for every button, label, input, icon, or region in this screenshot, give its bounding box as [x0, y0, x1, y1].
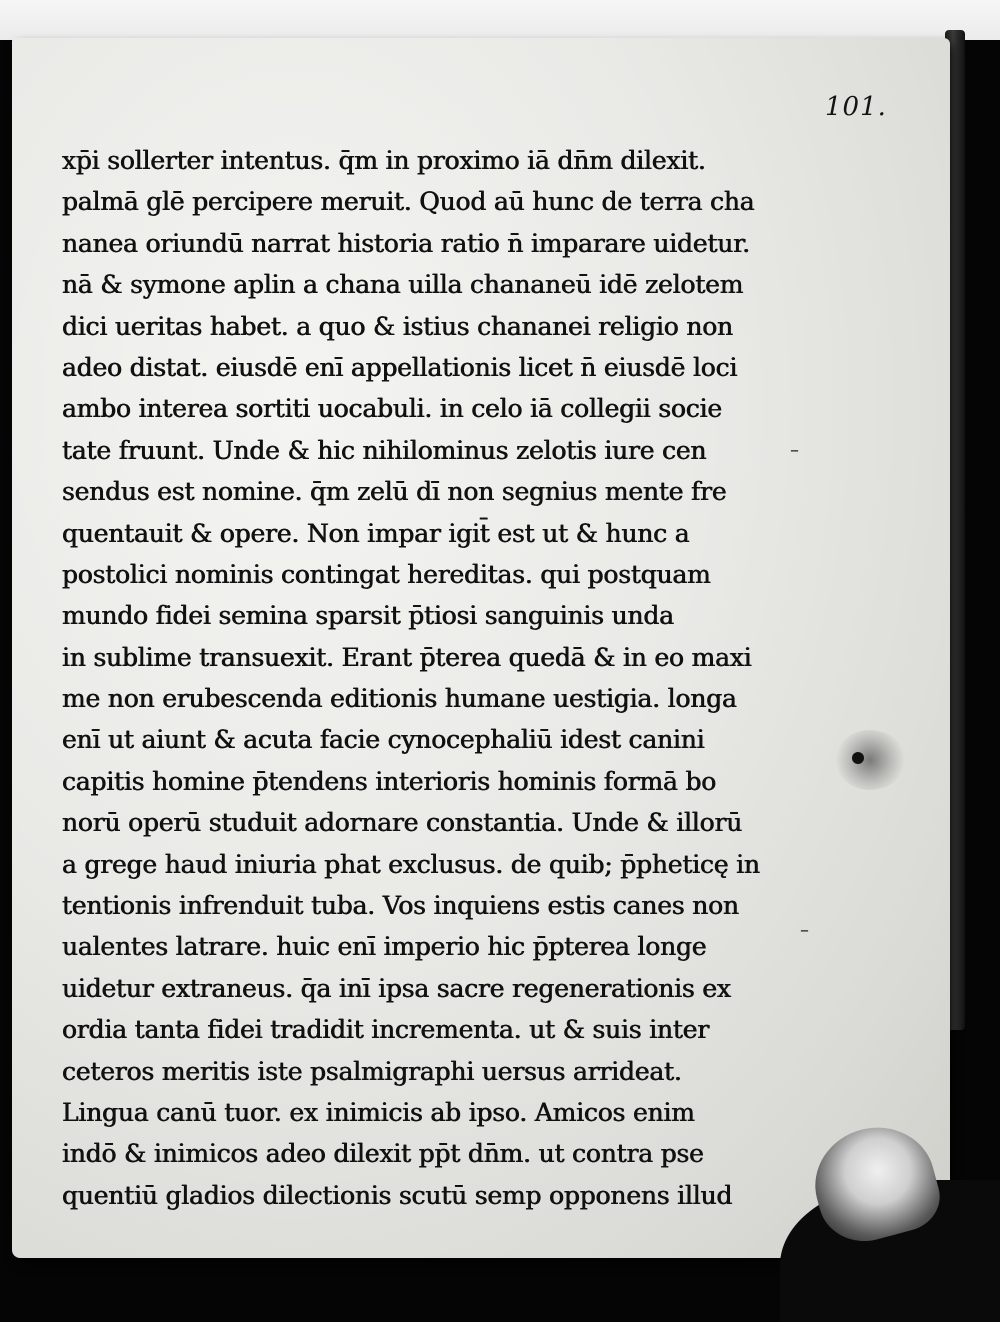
text-line: me non erubescenda editionis humane uestigia. longa: [62, 684, 737, 714]
ink-blot: [852, 752, 864, 764]
text-line: ambo interea sortiti uocabuli. in celo iā collegii socie: [62, 394, 722, 424]
text-line: xp̄i sollerter intentus. q̄m in proximo iā dn̄m dilexit.: [62, 146, 706, 175]
margin-dash: –: [800, 920, 809, 941]
text-line: uidetur extraneus. q̄a inī ipsa sacre regenerationis ex: [62, 973, 731, 1003]
text-line: ordia tanta fidei tradidit incrementa. ut & suis inter: [62, 1015, 710, 1045]
text-line: ualentes latrare. huic enī imperio hic p̄pterea longe: [62, 932, 707, 962]
text-line: sendus est nomine. q̄m zelū dī non segnius mente fre: [62, 477, 727, 507]
text-line: dici ueritas habet. a quo & istius chananei religio non: [62, 311, 733, 341]
text-line: nanea oriundū narrat historia ratio n̄ imparare uidetur.: [62, 228, 750, 258]
folio-number: 101.: [825, 92, 887, 122]
top-margin-strip: [0, 0, 1000, 40]
text-line: tate fruunt. Unde & hic nihilominus zelotis iure cen: [62, 435, 707, 465]
text-line: quentauit & opere. Non impar igit̄ est ut & hunc a: [62, 518, 690, 548]
text-line: mundo fidei semina sparsit p̄tiosi sanguinis unda: [62, 601, 674, 631]
text-line: Lingua canū tuor. ex inimicis ab ipso. Amicos enim: [62, 1097, 695, 1127]
text-line: in sublime transuexit. Erant p̄terea quedā & in eo maxi: [62, 642, 752, 672]
text-line: norū operū studuit adornare constantia. Unde & illorū: [62, 808, 743, 838]
text-line: quentiū gladios dilectionis scutū semp opponens illud: [62, 1180, 733, 1210]
text-line: capitis homine p̄tendens interioris hominis formā bo: [62, 766, 717, 796]
text-line: indō & inimicos adeo dilexit pp̄t dn̄m. ut contra pse: [62, 1139, 704, 1169]
margin-dash: –: [790, 440, 799, 461]
text-line: postolici nominis contingat hereditas. qui postquam: [62, 559, 711, 589]
ink-smudge: [835, 730, 905, 790]
text-line: ceteros meritis iste psalmigraphi uersus arrideat.: [62, 1056, 682, 1086]
text-line: tentionis infrenduit tuba. Vos inquiens estis canes non: [62, 891, 739, 921]
text-line: enī ut aiunt & acuta facie cynocephaliū idest canini: [62, 725, 705, 755]
text-line: palmā glē percipere meruit. Quod aū hunc de terra cha: [62, 187, 755, 217]
text-line: adeo distat. eiusdē enī appellationis licet n̄ eiusdē loci: [62, 352, 738, 382]
text-line: nā & symone aplin a chana uilla chananeū idē zelotem: [62, 270, 744, 300]
manuscript-text: [62, 140, 832, 1216]
text-line: a grege haud iniuria phat exclusus. de quib; p̄pheticę in: [62, 849, 760, 879]
